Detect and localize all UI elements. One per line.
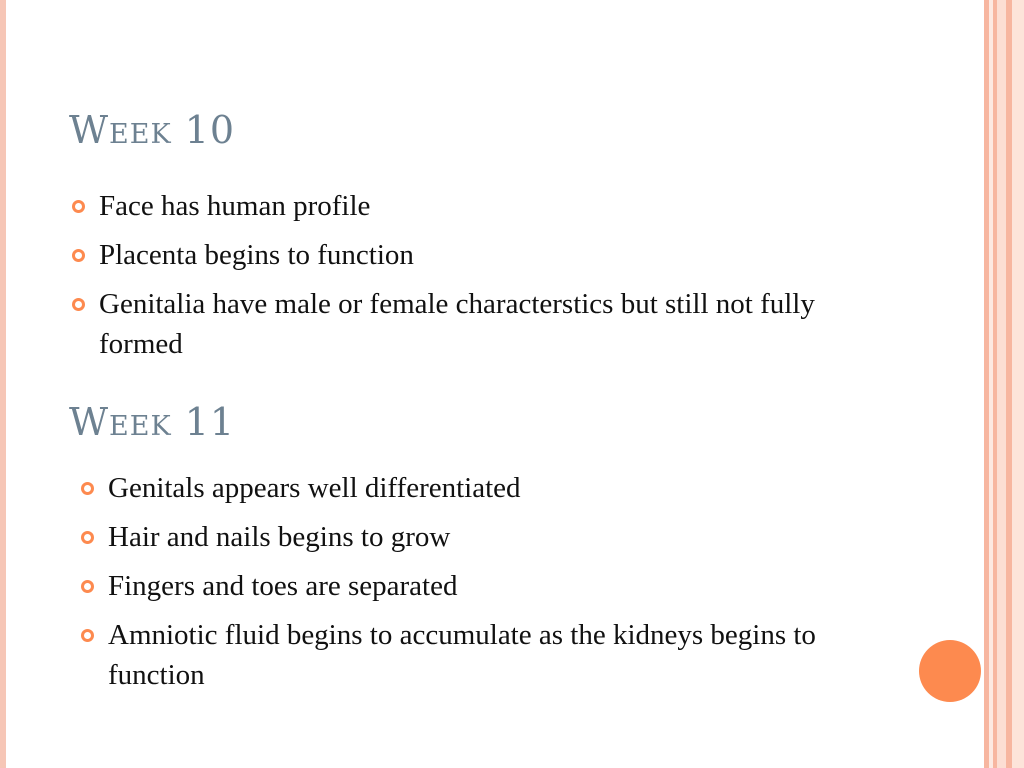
section-heading-week-10: Week 10 — [69, 108, 236, 152]
list-item — [81, 517, 901, 557]
circle-bullet-icon — [81, 531, 94, 544]
circle-bullet-icon — [81, 580, 94, 593]
list-item — [81, 615, 901, 695]
list-item — [72, 186, 892, 226]
circle-bullet-icon — [81, 629, 94, 642]
list-item — [72, 235, 892, 275]
list-item — [81, 468, 901, 508]
circle-bullet-icon — [72, 249, 85, 262]
list-item — [81, 566, 901, 606]
list-item-text: Amniotic fluid begins to accumulate as the kidneys begins to function — [108, 619, 816, 691]
section-heading-week-11: Week 11 — [69, 400, 236, 444]
list-item-text: Placenta begins to function — [99, 239, 414, 271]
decorative-stripe — [997, 0, 1006, 768]
bullet-list-week-10 — [72, 186, 892, 373]
circle-bullet-icon — [72, 298, 85, 311]
list-item-text: Fingers and toes are separated — [108, 570, 458, 602]
list-item — [72, 284, 892, 364]
circle-bullet-icon — [72, 200, 85, 213]
decorative-stripe — [1012, 0, 1024, 768]
orange-circle-icon — [919, 640, 981, 702]
list-item-text: Genitals appears well differentiated — [108, 472, 521, 504]
bullet-list-week-11 — [81, 468, 901, 704]
list-item-text: Hair and nails begins to grow — [108, 521, 451, 553]
circle-bullet-icon — [81, 482, 94, 495]
list-item-text: Genitalia have male or female characterstics but still not fully formed — [99, 288, 815, 360]
list-item-text: Face has human profile — [99, 190, 371, 222]
